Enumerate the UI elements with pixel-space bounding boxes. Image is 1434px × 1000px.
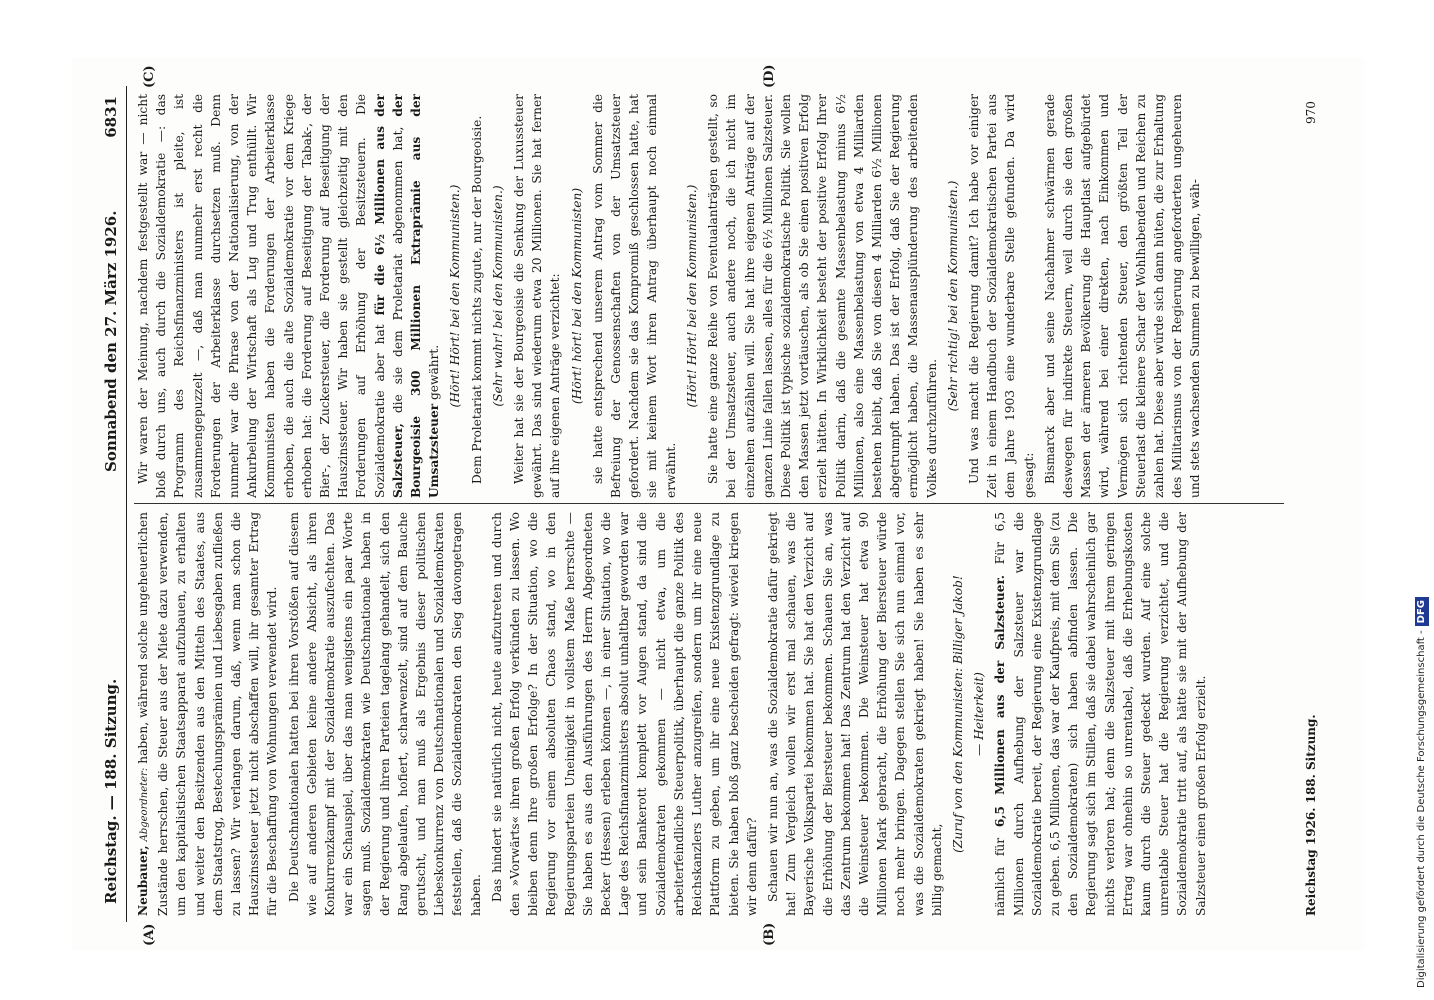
paragraph-part: gewährt.	[427, 344, 442, 400]
margin-marker-b: (B)	[762, 922, 777, 946]
paragraph: Das hindert sie natürlich nicht, heute aufzutreten und durch den »Vorwärts« ihren großen Erfolg verkünden zu lassen. Wo bleiben denn Ihre großen Erfolge? In der Situation, wo die Regierung vor einem absoluten Chaos stand, wo in den Regierungsparteien Uneinigkeit in vollstem Maße herrschte — Sie haben es aus den Ausführungen des Herrn Abgeordneten Becker (Hessen) erleben können —, in einer Situation, wo die Lage des Reichsfinanzministers absolut unhaltbar geworden war und sein Bankerott komplett vor Augen stand, da sind die Sozialdemokraten gekommen — nicht etwa, um die arbeiterfeindliche Steuerpolitik, überhaupt die ganze Politik des Reichskanzlers Luther anzugreifen, sondern um ihr eine neue Plattform zu geben, um ihr eine neue Existenzgrundlage zu bieten. Sie haben bloß ganz bescheiden gefragt: wieviel kriegen wir denn dafür?	[489, 512, 759, 916]
footer-sheet-number: 970	[1304, 101, 1318, 124]
paragraph: Sie hatte eine ganze Reihe von Eventualanträgen gestellt, so bei der Umsatzsteuer, auch andere noch, die ich nicht im einzelnen aufzählen will. Sie hat ihre eigenen Anträge auf der ganzen Linie fallen lassen, alles für die 6½ Millionen Salzsteuer. Diese Politik ist typische sozialdemokratische Politik. Sie wollen den Massen jetzt vortäuschen, als ob Sie einen positiven Erfolg erzielt hätten. In Wirklichkeit besteht der positive Erfolg Ihrer Politik darin, daß die gesamte Massenbelastung minus 6½ Millionen, also eine Massenbelastung von etwa 4 Milliarden bestehen bleibt, daß Sie von diesen 4 Milliarden 6½ Millionen abgetrumpft haben. Das ist der Erfolg, daß Sie der Regierung ermöglicht haben, die Massenausplünderung des arbeitenden Volkes durchzuführen.	[706, 94, 939, 498]
paragraph-part: Wir waren der Meinung, nachdem festgestellt war — nicht bloß durch uns, auch durch die Sozialdemokratie —: das Programm des Reichsfinanzministers ist pleite, ist zusammengepuzzelt —, daß man nunmehr erst recht die Forderungen der Arbeiterklasse durchsetzen muß. Denn nunmehr war die Phrase von der Nationalisierung, von der Ankurbelung der Wirtschaft als Lug und Trug enthüllt. Wir Kommunisten haben die Forderungen der Arbeiterklasse erhoben, die auch die alte Sozialdemokratie vor dem Kriege erhoben hat: die Forderung auf Beseitigung der Tabak-, der Bier-, der Zuckersteuer, die Forderung auf Beseitigung der Hauszinssteuer. Wir haben sie gestellt gleichzeitig mit den Forderungen auf Erhöhung der Besitzsteuern. Die Sozialdemokratie aber hat	[136, 94, 387, 498]
emphasis: 6,5 Millionen aus der Salzsteuer.	[993, 574, 1008, 828]
right-column	[134, 94, 1294, 498]
left-column	[134, 512, 1294, 916]
scanned-page	[72, 58, 1364, 950]
interjection: (Sehr wahr! bei den Kommunisten.)	[490, 185, 505, 407]
header-session: Reichstag. — 188. Sitzung.	[102, 678, 120, 904]
quoted-paragraph: Bismarck aber und seine Nachahmer schwärmen gerade deswegen für indirekte Steuern, weil durch sie den großen Massen der ärmeren Bevölkerung die Hauptlast aufgebürdet wird, während bei einer direkten, nach Einkommen und Vermögen sich richtenden Steuer, den größten Teil der Steuerlast die kleinere Schar der Wohlhabenden und Reichen zu zahlen hat. Diese aber würde sich dann hüten, die zur Erhaltung des Militarismus von der Regierung angeforderten ungeheuren und stets wachsenden Summen zu bewilligen, wäh-	[1042, 94, 1203, 498]
interjection: (Zuruf von den Kommunisten: Billiger Jakob!	[950, 575, 965, 853]
speaker-role: Abgeordneter:	[139, 767, 150, 842]
interjection: (Hört! Hört! bei den Kommunisten.)	[448, 184, 463, 408]
paragraph-part: die sie dem Proletariat abgenommen hat,	[390, 126, 405, 414]
paragraph: sie hatte entsprechend unserem Antrag vom Sommer die Befreiung der Genossenschaften von der Umsatzsteuer gefordert. Nachdem sie das Kompromiß geschlossen hatte, hat sie mit keinem Wort ihren Antrag überhaupt noch einmal erwähnt.	[590, 94, 678, 498]
emphasis: der Bourgeoisie 300 Millionen Extraprämie aus der Umsatzsteuer	[390, 94, 442, 498]
dfg-logo: DFG	[1415, 597, 1429, 626]
paragraph: Die Deutschnationalen hatten bei ihren Vorstößen auf diesem wie auf anderen Gebieten keine andere Absicht, als ihren Konkurrenzkampf mit der Sozialdemokratie auszufechten. Das war ein Schauspiel, über das man wenigstens ein paar Worte sagen muß. Sozialdemokraten wie Deutschnationale haben in der Regierung und ihren Parteien tagelang gehandelt, sich den Rang abgelaufen, hofiert, scharwenzelt, sind auf dem Bauche gerutscht, und man muß als Ergebnis dieser politischen Liebeskonkurrenz von Deutschnationalen und Sozialdemokraten feststellen, daß die Sozialdemokraten den Sieg davongetragen haben.	[286, 512, 483, 916]
margin-marker-d: (D)	[762, 64, 777, 88]
page-header	[100, 86, 127, 922]
digitization-credit	[1412, 8, 1432, 988]
paragraph: haben, während solche ungeheuerlichen Zustände herrschen, die Steuer aus der Miete dazu verwenden, um den kapitalistischen Staatsapparat aufzubauen, zu erhalten und weiter den Besitzenden aus den Mitteln des Staates, aus dem Staatstrog, Bestechungsprämien und Liebesgaben zufließen zu lassen? Wir verlangen darum, daß, wenn man schon die Hauszinssteuer jetzt nicht abschaffen will, ihr gesamter Ertrag für die Beschaffung von Wohnungen verwendet wird.	[136, 512, 280, 916]
speaker-name: Neubauer,	[136, 845, 150, 916]
paragraph: Und was macht die Regierung damit? Ich habe vor einiger Zeit in einem Handbuch der Sozialdemokratischen Partei aus dem Jahre 1903 eine wunderbare Stelle gefunden. Da wird gesagt:	[966, 94, 1036, 498]
header-page-number: 6831	[102, 96, 120, 138]
column-divider	[134, 503, 1284, 504]
credit-text: Digitalisierung gefördert durch die Deutsche Forschungsgemeinschaft -	[1416, 630, 1427, 988]
interjection: (Hört! Hört! bei den Kommunisten.)	[684, 184, 699, 408]
margin-marker-c: (C)	[142, 65, 157, 88]
interjection: — Heiterkeit)	[972, 672, 987, 756]
header-date: Sonnabend den 27. März 1926.	[102, 210, 120, 472]
paragraph: Schauen wir nun an, was die Sozialdemokratie dafür gekriegt hat! Zum Vergleich wollen wir erst mal schauen, was die Bayerische Volkspartei bekommen hat. Sie hat den Verzicht auf die Erhöhung der Biersteuer bekommen. Schauen Sie an, was das Zentrum bekommen hat! Das Zentrum hat den Verzicht auf die Weinsteuer bekommen. Die Weinsteuer hat etwa 90 Millionen Mark gebracht, die Erhöhung der Biersteuer würde noch mehr bringen. Dagegen stellen Sie sich nun einmal vor, was die Sozialdemokraten gekriegt haben! Sie haben es sehr billig gemacht,	[765, 512, 944, 916]
margin-marker-a: (A)	[142, 923, 157, 946]
emphasis: für die 6½ Millionen aus der Salzsteuer,	[372, 94, 405, 498]
interjection: (Sehr richtig! bei den Kommunisten.)	[945, 180, 960, 412]
interjection: (Hört! hört! bei den Kommunisten)	[569, 187, 584, 405]
page-footer: Reichstag 1926. 188. Sitzung.	[1304, 714, 1318, 916]
paragraph: Weiter hat sie der Bourgeoisie die Senkung der Luxussteuer gewährt. Das sind wiederum etwa 20 Millionen. Sie hat ferner auf ihre eigenen Anträge verzichtet:	[512, 94, 563, 498]
paragraph-part: nämlich für	[993, 837, 1008, 916]
paragraph-part: Für 6,5 Millionen durch Aufhebung der Salzsteuer war die Sozialdemokratie bereit, der Regierung eine Existenzgrundlage zu geben. 6,5 Millionen, das war der Kaufpreis, mit dem Sie (zu den Sozialdemokraten) sich haben abfinden lassen. Die Regierung sagt sich im Stillen, daß sie dabei wahrscheinlich gar nichts verloren hat; denn die Salzsteuer mit ihrem geringen Ertrag war ohnehin so unrentabel, daß die Erhebungskosten kaum durch die Steuer gedeckt wurden. Auf eine solche unrentable Steuer hat die Regierung verzichtet, und die Sozialdemokratie tritt auf, als hätte sie mit der Aufhebung der Salzsteuer einen großen Erfolg erzielt.	[993, 512, 1208, 916]
rotated-page-content	[72, 58, 1364, 950]
paragraph: Dem Proletariat kommt nichts zugute, nur der Bourgeoisie.	[469, 115, 484, 484]
